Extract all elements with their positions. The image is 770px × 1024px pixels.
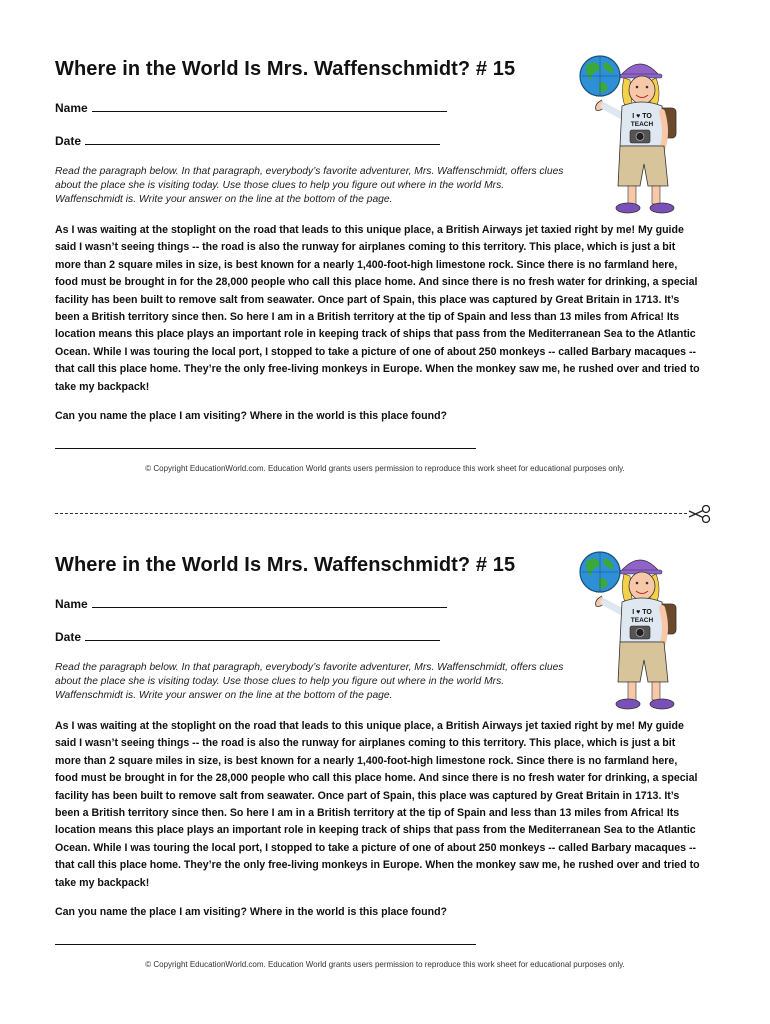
camera-icon (630, 130, 650, 143)
date-label: Date (55, 630, 82, 644)
globe-icon (580, 56, 620, 96)
worksheet-top (0, 0, 770, 500)
question-text: Can you name the place I am visiting? Where in the world is this place found? (55, 410, 448, 422)
worksheet-title: Where in the World Is Mrs. Waffenschmidt? # 15 (55, 58, 516, 80)
shirt-text-line2: TEACH (630, 121, 654, 128)
worksheet-bottom (0, 496, 770, 996)
teacher-with-globe-illustration (572, 546, 690, 714)
name-field[interactable] (55, 101, 447, 115)
copyright-notice: © Copyright EducationWorld.com. Education World grants users permission to reproduce this work sheet for educational purposes only. (145, 960, 625, 969)
teacher-with-globe-illustration (572, 50, 690, 218)
globe-icon (580, 552, 620, 592)
date-blank-line[interactable] (85, 630, 440, 641)
shirt-text-line2: TEACH (630, 617, 654, 624)
name-label: Name (55, 597, 88, 611)
answer-blank-line[interactable] (55, 943, 476, 945)
clue-paragraph: As I was waiting at the stoplight on the road that leads to this unique place, a British Airways jet taxied right by me! My guide said I wasn’t seeing things -- the road is also the runway for airplanes coming to this territory. This place, which is just a bit more than 2 square miles in size, is best known for a nearly 1,400-foot-high limestone rock. Since there is no farmland here, food must be brought in for the 28,000 people who call this place home. And since there is no fresh water for drinking, a special facility has been built to remove salt from seawater. Once part of Spain, this place was captured by Great Britain in 1713. It’s been a British territory since then. So here I am in a British territory at the tip of Spain and less than 13 miles from Africa! Its location means this place plays an important role in keeping track of ships that pass from the Mediterranean Sea to the Atlantic Ocean. While I was touring the local port, I stopped to take a picture of one of about 250 monkeys -- called Barbary macaques -- that call this place home. They’re the only free-living monkeys in Europe. When the monkey saw me, he rushed over and tried to take my backpack! (55, 720, 700, 889)
instructions-text: Read the paragraph below. In that paragraph, everybody’s favorite adventurer, Mrs. Waffenschmidt, offers clues about the place she is visiting today. Use those clues to help you figure out where in the world Mrs. Waffenschmidt is. Write your answer on the line at the bottom of the page. (55, 662, 564, 701)
date-blank-line[interactable] (85, 134, 440, 145)
date-label: Date (55, 134, 82, 148)
name-blank-line[interactable] (92, 597, 447, 608)
shirt-text-line1: I ♥ TO (632, 113, 652, 120)
name-label: Name (55, 101, 88, 115)
worksheet-title: Where in the World Is Mrs. Waffenschmidt? # 15 (55, 554, 516, 576)
instructions-text: Read the paragraph below. In that paragraph, everybody’s favorite adventurer, Mrs. Waffenschmidt, offers clues about the place she is visiting today. Use those clues to help you figure out where in the world Mrs. Waffenschmidt is. Write your answer on the line at the bottom of the page. (55, 166, 564, 205)
name-blank-line[interactable] (92, 101, 447, 112)
name-field[interactable] (55, 597, 447, 611)
date-field[interactable] (55, 134, 440, 148)
clue-paragraph: As I was waiting at the stoplight on the road that leads to this unique place, a British Airways jet taxied right by me! My guide said I wasn’t seeing things -- the road is also the runway for airplanes coming to this territory. This place, which is just a bit more than 2 square miles in size, is best known for a nearly 1,400-foot-high limestone rock. Since there is no farmland here, food must be brought in for the 28,000 people who call this place home. And since there is no fresh water for drinking, a special facility has been built to remove salt from seawater. Once part of Spain, this place was captured by Great Britain in 1713. It’s been a British territory since then. So here I am in a British territory at the tip of Spain and less than 13 miles from Africa! Its location means this place plays an important role in keeping track of ships that pass from the Mediterranean Sea to the Atlantic Ocean. While I was touring the local port, I stopped to take a picture of one of about 250 monkeys -- called Barbary macaques -- that call this place home. They’re the only free-living monkeys in Europe. When the monkey saw me, he rushed over and tried to take my backpack! (55, 224, 700, 393)
copyright-notice: © Copyright EducationWorld.com. Education World grants users permission to reproduce this work sheet for educational purposes only. (145, 464, 625, 473)
camera-icon (630, 626, 650, 639)
shirt-text-line1: I ♥ TO (632, 609, 652, 616)
date-field[interactable] (55, 630, 440, 644)
question-text: Can you name the place I am visiting? Where in the world is this place found? (55, 906, 448, 918)
answer-blank-line[interactable] (55, 447, 476, 449)
